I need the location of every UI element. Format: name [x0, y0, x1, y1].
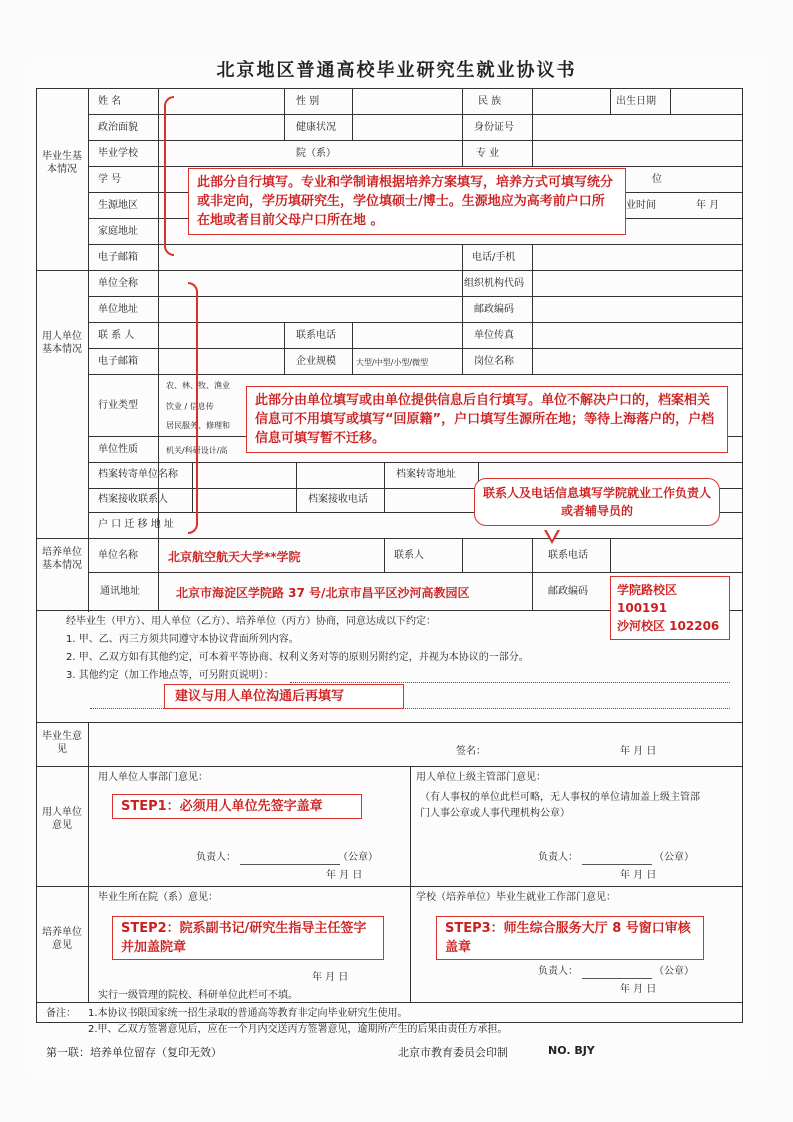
train-zip-value-1: 学院路校区 100191: [617, 583, 678, 615]
emp-hr-sign-line: [240, 864, 340, 865]
label-emp-fax: 单位传真: [474, 330, 514, 341]
label-hukou: 户 口 迁 移 地 址: [98, 519, 174, 530]
label-emp-contact: 联 系 人: [98, 330, 135, 341]
employer-annotation: 此部分由单位填写或由单位提供信息后自行填写。单位不解决户口的，档案相关信息可不用填写或填写“回原籍”，户口填写生源所在地；等待上海落户的，户档信息可填写暂不迁移。: [246, 386, 728, 453]
label-emp-name: 单位全称: [98, 278, 138, 289]
label-emp-nature: 单位性质: [98, 444, 138, 455]
section-line: [36, 722, 743, 723]
grad-sign-label: 签名：: [456, 746, 486, 757]
section-line: [36, 886, 743, 887]
train-level-note: 实行一级管理的院校、科研单位此栏可不填。: [98, 990, 298, 1001]
train-name-value: 北京航空航天大学**学院: [168, 550, 301, 564]
col-line: [158, 88, 159, 270]
emp-sup-note-1: （有人事权的单位此栏可略，无人事权的单位请加盖上级主管部: [420, 792, 700, 803]
label-archive-addr: 档案转寄地址: [396, 469, 456, 480]
train-dept-date: 年 月 日: [312, 972, 349, 983]
col-line: [352, 88, 353, 140]
row-line: [88, 374, 742, 375]
footer-left: 第一联：培养单位留存（复印无效）: [46, 1046, 222, 1059]
emp-sup-resp: 负责人：: [538, 852, 578, 863]
section-line: [36, 538, 743, 539]
col-line: [532, 244, 533, 270]
emp-opinion-label: 用人单位意见: [42, 807, 82, 831]
col-line: [462, 270, 463, 374]
label-origin: 生源地区: [98, 200, 138, 211]
label-emp-address: 单位地址: [98, 304, 138, 315]
grad-opinion-label: 毕业生意见: [42, 731, 82, 755]
train-zip-value-box: [610, 576, 730, 640]
label-archive-unit: 档案转寄单位名称: [98, 469, 178, 480]
col-line: [462, 244, 463, 270]
grad-annotation: 此部分自行填写。专业和学制请根据培养方案填写，培养方式可填写统分或非定向，学历填研究生，学位填硕士/博士。生源地应为高考前户口所在地或者目前父母户口所在地 。: [188, 168, 626, 235]
label-degree: 学 号: [98, 174, 122, 185]
col-line: [462, 538, 463, 572]
step1-annotation: STEP1：必须用人单位先签字盖章: [112, 794, 362, 819]
label-email: 电子邮箱: [98, 252, 138, 263]
col-line: [384, 462, 385, 512]
row-line: [88, 322, 742, 323]
row-line: [88, 114, 742, 115]
row-line: [88, 348, 742, 349]
col-line: [296, 462, 297, 512]
label-emp-scale: 企业规模: [296, 356, 336, 367]
section-line: [36, 270, 743, 271]
section-line: [36, 766, 743, 767]
label-address: 家庭地址: [98, 226, 138, 237]
emp-nature-options: 机关/科研设计/高: [166, 446, 228, 455]
label-school: 毕业学校: [98, 148, 138, 159]
col-line: [410, 766, 411, 1002]
row-line: [88, 166, 742, 167]
col-line: [284, 88, 285, 140]
label-train-zip: 邮政编码: [548, 586, 588, 597]
col-line: [532, 270, 533, 374]
train-opinion-label: 培养单位意见: [42, 927, 82, 951]
row-line: [88, 462, 742, 463]
employer-section-label: 用人单位基本情况: [42, 331, 82, 355]
emp-hr-label: 用人单位人事部门意见：: [98, 772, 208, 783]
train-school-date: 年 月 日: [620, 984, 657, 995]
label-phone: 电话/手机: [472, 252, 516, 263]
label-emp-post: 岗位名称: [474, 356, 514, 367]
col-line: [532, 538, 533, 610]
step3-annotation: STEP3：师生综合服务大厅 8 号窗口审核盖章: [436, 916, 704, 960]
employer-brace: [188, 282, 198, 534]
agreement-dotted-line: [290, 682, 730, 683]
label-name: 姓 名: [98, 96, 122, 107]
grad-brace: [164, 96, 174, 256]
emp-scale-options: 大型/中型/小型/微型: [356, 358, 429, 367]
col-line: [352, 322, 353, 374]
train-address-value: 北京市海淀区学院路 37 号/北京市昌平区沙河高教园区: [176, 586, 470, 600]
row-line: [88, 572, 742, 573]
train-dept-label: 毕业生所在院（系）意见：: [98, 892, 218, 903]
contact-bubble: 联系人及电话信息填写学院就业工作负责人或者辅导员的: [474, 478, 720, 526]
label-train-contact: 联系人: [394, 550, 424, 561]
label-ethnic: 民 族: [478, 96, 502, 107]
col-line: [670, 88, 671, 114]
emp-hr-date: 年 月 日: [326, 870, 363, 881]
row-line: [88, 296, 742, 297]
emp-sup-label: 用人单位上级主管部门意见：: [416, 772, 546, 783]
label-major: 专 业: [476, 148, 500, 159]
train-school-label: 学校（培养单位）毕业生就业工作部门意见：: [416, 892, 616, 903]
train-school-resp: 负责人：: [538, 966, 578, 977]
col-line: [158, 538, 159, 610]
col-line: [284, 322, 285, 374]
label-idcard: 身份证号: [474, 122, 514, 133]
label-gender: 性 别: [296, 96, 320, 107]
emp-hr-seal: （公章）: [338, 852, 378, 863]
label-dept: 院（系）: [296, 148, 336, 159]
emp-sup-date: 年 月 日: [620, 870, 657, 881]
label-emp-contact-phone: 联系电话: [296, 330, 336, 341]
train-school-sign-line: [582, 978, 652, 979]
row-line: [88, 140, 742, 141]
remark-1: 1.本协议书限国家统一招生录取的普通高等教育非定向毕业研究生使用。: [88, 1008, 408, 1019]
section-divider-2: [88, 722, 89, 1002]
label-emp-industry: 行业类型: [98, 400, 138, 411]
grad-sign-date: 年 月 日: [620, 746, 657, 757]
col-line: [610, 88, 611, 114]
agreement-line-0: 经毕业生（甲方）、用人单位（乙方）、培养单位（丙方）协商，同意达成以下约定：: [66, 616, 436, 627]
remark-label: 备注：: [46, 1008, 76, 1019]
frame-top: [36, 88, 743, 89]
label-wei: 位: [652, 174, 662, 185]
col-line: [384, 538, 385, 572]
frame-left: [36, 88, 37, 1022]
label-politics: 政治面貌: [98, 122, 138, 133]
emp-hr-resp: 负责人：: [196, 852, 236, 863]
agreement-line-1: 1. 甲、乙、丙三方须共同遵守本协议背面所列内容。: [66, 634, 299, 645]
agreement-line-2: 2. 甲、乙双方如有其他约定，可本着平等协商、权利义务对等的原则另附约定，并视为本协议的一部分。: [66, 652, 529, 663]
emp-sup-seal: （公章）: [654, 852, 694, 863]
label-birth: 出生日期: [616, 96, 656, 107]
label-health: 健康状况: [296, 122, 336, 133]
emp-industry-option-3: 居民服务、修理和: [166, 421, 230, 430]
row-line: [88, 244, 742, 245]
grad-section-label: 毕业生基本情况: [42, 151, 82, 175]
emp-sup-note-2: 门人事公章或人事代理机构公章）: [420, 808, 570, 819]
label-emp-email: 电子邮箱: [98, 356, 138, 367]
footer-number: NO. BJY: [548, 1044, 595, 1057]
frame-bottom: [36, 1022, 743, 1023]
label-yearmonth: 年 月: [696, 200, 720, 211]
section-line: [36, 1002, 743, 1003]
document-title: 北京地区普通高校毕业研究生就业协议书: [216, 60, 577, 81]
label-emp-zip: 邮政编码: [474, 304, 514, 315]
label-gradtime: 业时间: [626, 200, 656, 211]
label-train-phone: 联系电话: [548, 550, 588, 561]
emp-industry-option-1: 农、林、牧、渔业: [166, 381, 230, 390]
col-line: [610, 538, 611, 572]
agreement-line-3: 3. 其他约定（加工作地点等，可另附页说明）：: [66, 670, 274, 681]
bubble-tail-inner: [546, 529, 558, 540]
label-archive-contact: 档案接收联系人: [98, 494, 168, 505]
footer-mid: 北京市教育委员会印制: [398, 1046, 508, 1059]
col-line: [532, 88, 533, 166]
remark-2: 2.甲、乙双方签署意见后，应在一个月内交送丙方签署意见，逾期所产生的后果由责任方承担。: [88, 1024, 508, 1035]
emp-industry-option-2: 饮业 / 信息传: [166, 402, 214, 411]
label-train-address: 通讯地址: [100, 586, 140, 597]
col-line: [462, 88, 463, 166]
label-archive-phone: 档案接收电话: [308, 494, 368, 505]
emp-sup-sign-line: [582, 864, 652, 865]
label-orgcode: 组织机构代码: [464, 278, 524, 289]
train-zip-value-2: 沙河校区 102206: [617, 619, 720, 633]
agreement-annotation: 建议与用人单位沟通后再填写: [164, 684, 404, 709]
train-school-seal: （公章）: [654, 966, 694, 977]
training-section-label: 培养单位基本情况: [42, 547, 82, 571]
step2-annotation: STEP2：院系副书记/研究生指导主任签字并加盖院章: [112, 916, 384, 960]
label-train-name: 单位名称: [98, 550, 138, 561]
frame-right: [742, 88, 743, 1022]
